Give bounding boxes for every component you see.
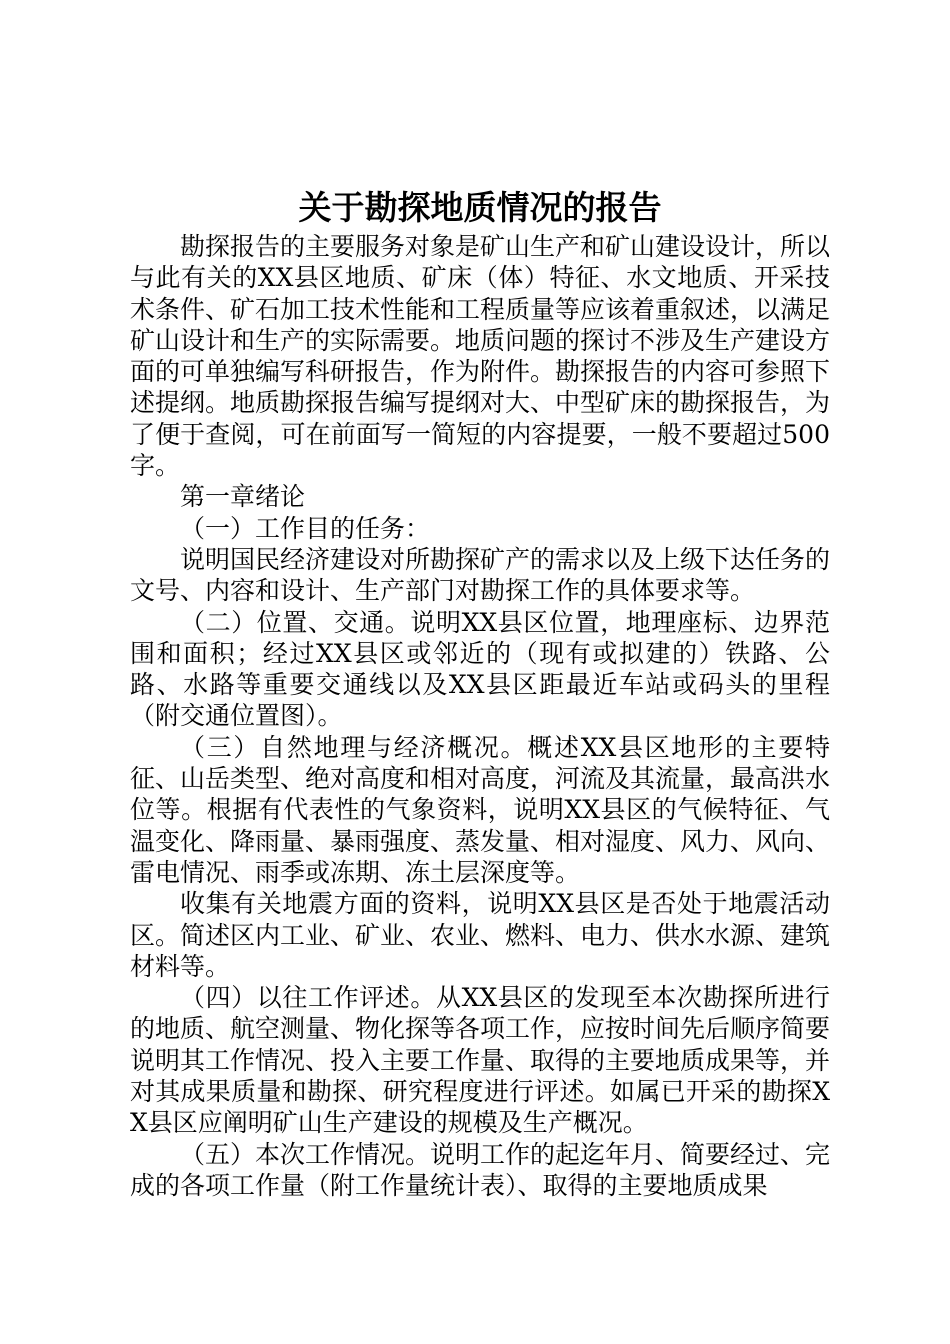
section-heading-purpose: （一）工作目的任务： <box>180 513 431 543</box>
paragraph-geography-economy: （三）自然地理与经济概况。概述XX县区地形的主要特征、山岳类型、绝对高度和相对高度，河流及其流量，最高洪水位等。根据有代表性的气象资料，说明XX县区的气候特征、气温变化、降雨量、暴雨强度、蒸发量、相对湿度、风力、风向、雷电情况、雨季或冻期、冻土层深度等。 <box>130 732 831 887</box>
paragraph-earthquake: 收集有关地震方面的资料，说明XX县区是否处于地震活动区。简述区内工业、矿业、农业、燃料、电力、供水水源、建筑材料等。 <box>130 889 831 981</box>
paragraph-location-traffic: （二）位置、交通。说明XX县区位置，地理座标、边界范围和面积；经过XX县区或邻近的（现有或拟建的）铁路、公路、水路等重要交通线以及XX县区距最近车站或码头的里程（附交通位置图）。 <box>130 607 830 731</box>
paragraph-current-work: （五）本次工作情况。说明工作的起迄年月、简要经过、完成的各项工作量（附工作量统计表）、取得的主要地质成果 <box>130 1139 831 1200</box>
document-title: 关于勘探地质情况的报告 <box>298 188 662 227</box>
paragraph-intro: 勘探报告的主要服务对象是矿山生产和矿山建设设计，所以与此有关的XX县区地质、矿床（体）特征、水文地质、开采技术条件、矿石加工技术性能和工程质量等应该着重叙述，以满足矿山设计和生产的实际需要。地质问题的探讨不涉及生产建设方面的可单独编写科研报告，作为附件。勘探报告的内容可参照下述提纲。地质勘探报告编写提纲对大、中型矿床的勘探报告，为了便于查阅，可在前面写一简短的内容提要，一般不要超过500字。 <box>130 232 831 481</box>
paragraph-previous-work: （四）以往工作评述。从XX县区的发现至本次勘探所进行的地质、航空测量、物化探等各项工作，应按时间先后顺序简要说明其工作情况、投入主要工作量、取得的主要地质成果等，并对其成果质量和勘探、研究程度进行评述。如属已开采的勘探XX县区应阐明矿山生产建设的规模及生产概况。 <box>130 983 831 1138</box>
document-body <box>130 231 830 1201</box>
paragraph-purpose: 说明国民经济建设对所勘探矿产的需求以及上级下达任务的文号、内容和设计、生产部门对勘探工作的具体要求等。 <box>130 544 831 606</box>
chapter-heading: 第一章绪论 <box>180 482 306 512</box>
